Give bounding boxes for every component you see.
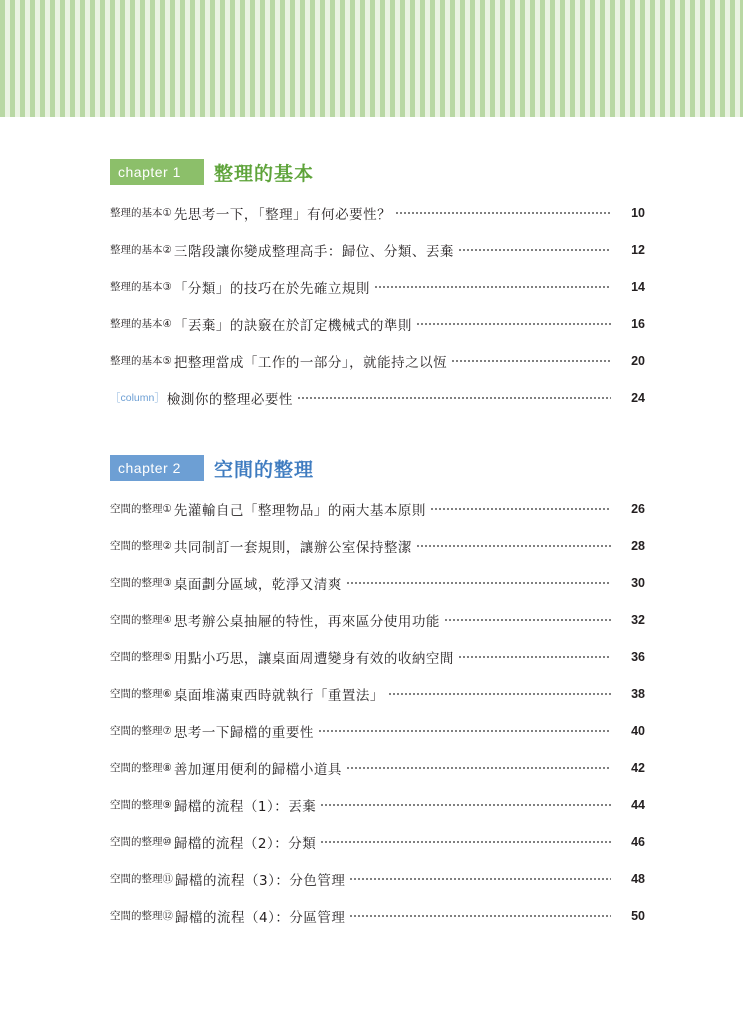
entry-page-number: 42 [631, 760, 645, 775]
entry-prefix: 空間的整理④ [110, 614, 172, 626]
dot-leader [349, 877, 611, 880]
entry-title: 共同制訂一套規則，讓辦公室保持整潔 [173, 539, 412, 556]
chapter-label: chapter 2 [110, 455, 204, 481]
entry-prefix: 空間的整理⑤ [110, 651, 172, 663]
entry-title: 把整理當成「工作的一部分」，就能持之以恆 [173, 354, 448, 371]
entry-title: 桌面劃分區域，乾淨又清爽 [173, 576, 342, 593]
entry-page-number: 44 [631, 797, 645, 812]
toc-entry[interactable] [110, 342, 645, 379]
entry-title: 三階段讓你變成整理高手：歸位、分類、丟棄 [173, 243, 454, 260]
entry-prefix: 整理的基本② [110, 244, 172, 256]
toc-entry[interactable] [110, 194, 645, 231]
toc-entry[interactable] [110, 601, 645, 638]
dot-leader [320, 840, 611, 843]
toc-entry[interactable] [110, 860, 645, 897]
toc-entry[interactable] [110, 823, 645, 860]
toc-entry[interactable] [110, 675, 645, 712]
entry-page-number: 38 [631, 686, 645, 701]
entry-prefix: 空間的整理① [110, 503, 172, 515]
entry-page-number: 50 [631, 908, 645, 923]
entry-prefix: 空間的整理⑧ [110, 762, 172, 774]
entry-page-number: 20 [631, 353, 645, 368]
entry-title: 思考辦公桌抽屜的特性，再來區分使用功能 [173, 613, 440, 630]
toc-entry-column[interactable] [110, 379, 645, 416]
entry-prefix: 整理的基本① [110, 207, 172, 219]
entry-page-number: 40 [631, 723, 645, 738]
toc-entry[interactable] [110, 897, 645, 934]
entry-prefix: 整理的基本⑤ [110, 355, 172, 367]
dot-leader [458, 655, 611, 658]
toc-entry[interactable] [110, 527, 645, 564]
toc-entry[interactable] [110, 712, 645, 749]
toc-entry[interactable] [110, 268, 645, 305]
entry-page-number: 30 [631, 575, 645, 590]
entry-prefix: 空間的整理② [110, 540, 172, 552]
toc-entry[interactable] [110, 231, 645, 268]
dot-leader [388, 692, 611, 695]
toc-entry[interactable] [110, 638, 645, 675]
dot-leader [416, 322, 611, 325]
entry-page-number: 32 [631, 612, 645, 627]
entry-title: 歸檔的流程（2）：分類 [173, 835, 317, 852]
chapter-title: 整理的基本 [214, 162, 315, 185]
chapter-header [110, 454, 645, 482]
toc-entry[interactable] [110, 749, 645, 786]
chapter-2-section [110, 454, 645, 934]
entry-page-number: 26 [631, 501, 645, 516]
entry-page-number: 28 [631, 538, 645, 553]
dot-leader [451, 359, 611, 362]
entry-prefix: 空間的整理③ [110, 577, 172, 589]
toc-entry[interactable] [110, 786, 645, 823]
dot-leader [444, 618, 611, 621]
toc-entry[interactable] [110, 564, 645, 601]
entry-page-number: 16 [631, 316, 645, 331]
entry-prefix: 整理的基本③ [110, 281, 172, 293]
entry-page-number: 14 [631, 279, 645, 294]
dot-leader [320, 803, 611, 806]
entry-prefix: 空間的整理⑪ [110, 873, 173, 885]
toc-entry[interactable] [110, 305, 645, 342]
entry-page-number: 10 [631, 205, 645, 220]
entry-title: 先灌輸自己「整理物品」的兩大基本原則 [173, 502, 426, 519]
dot-leader [416, 544, 611, 547]
entry-title: 思考一下歸檔的重要性 [173, 724, 314, 741]
entry-title: 檢測你的整理必要性 [166, 391, 293, 408]
dot-leader [346, 766, 611, 769]
entry-page-number: 46 [631, 834, 645, 849]
dot-leader [346, 581, 611, 584]
entry-title: 善加運用便利的歸檔小道具 [173, 761, 342, 778]
decorative-stripe-band [0, 0, 743, 117]
dot-leader [374, 285, 611, 288]
dot-leader [297, 396, 611, 399]
dot-leader [430, 507, 611, 510]
toc-entry[interactable] [110, 490, 645, 527]
entry-prefix: 空間的整理⑨ [110, 799, 172, 811]
entry-title: 歸檔的流程（1）：丟棄 [173, 798, 317, 815]
chapter-1-section [110, 158, 645, 416]
dot-leader [458, 248, 611, 251]
entry-prefix: 空間的整理⑥ [110, 688, 172, 700]
dot-leader [395, 211, 611, 214]
chapter-label: chapter 1 [110, 159, 204, 185]
column-tag: ［column］ [110, 392, 165, 404]
entry-title: 先思考一下，「整理」有何必要性？ [173, 206, 392, 223]
entry-prefix: 空間的整理⑩ [110, 836, 172, 848]
chapter-title: 空間的整理 [214, 458, 315, 481]
entry-page-number: 12 [631, 242, 645, 257]
entry-page-number: 36 [631, 649, 645, 664]
entry-page-number: 48 [631, 871, 645, 886]
entry-prefix: 空間的整理⑦ [110, 725, 172, 737]
entry-title: 「分類」的技巧在於先確立規則 [173, 280, 370, 297]
chapter-header [110, 158, 645, 186]
entry-title: 用點小巧思，讓桌面周遭變身有效的收納空間 [173, 650, 454, 667]
entry-title: 桌面堆滿東西時就執行「重置法」 [173, 687, 384, 704]
entry-title: 歸檔的流程（4）：分區管理 [175, 909, 346, 926]
dot-leader [349, 914, 611, 917]
entry-title: 「丟棄」的訣竅在於訂定機械式的準則 [173, 317, 412, 334]
entry-prefix: 空間的整理⑫ [110, 910, 173, 922]
entry-title: 歸檔的流程（3）：分色管理 [175, 872, 346, 889]
entry-page-number: 24 [631, 390, 645, 405]
dot-leader [318, 729, 611, 732]
entry-prefix: 整理的基本④ [110, 318, 172, 330]
